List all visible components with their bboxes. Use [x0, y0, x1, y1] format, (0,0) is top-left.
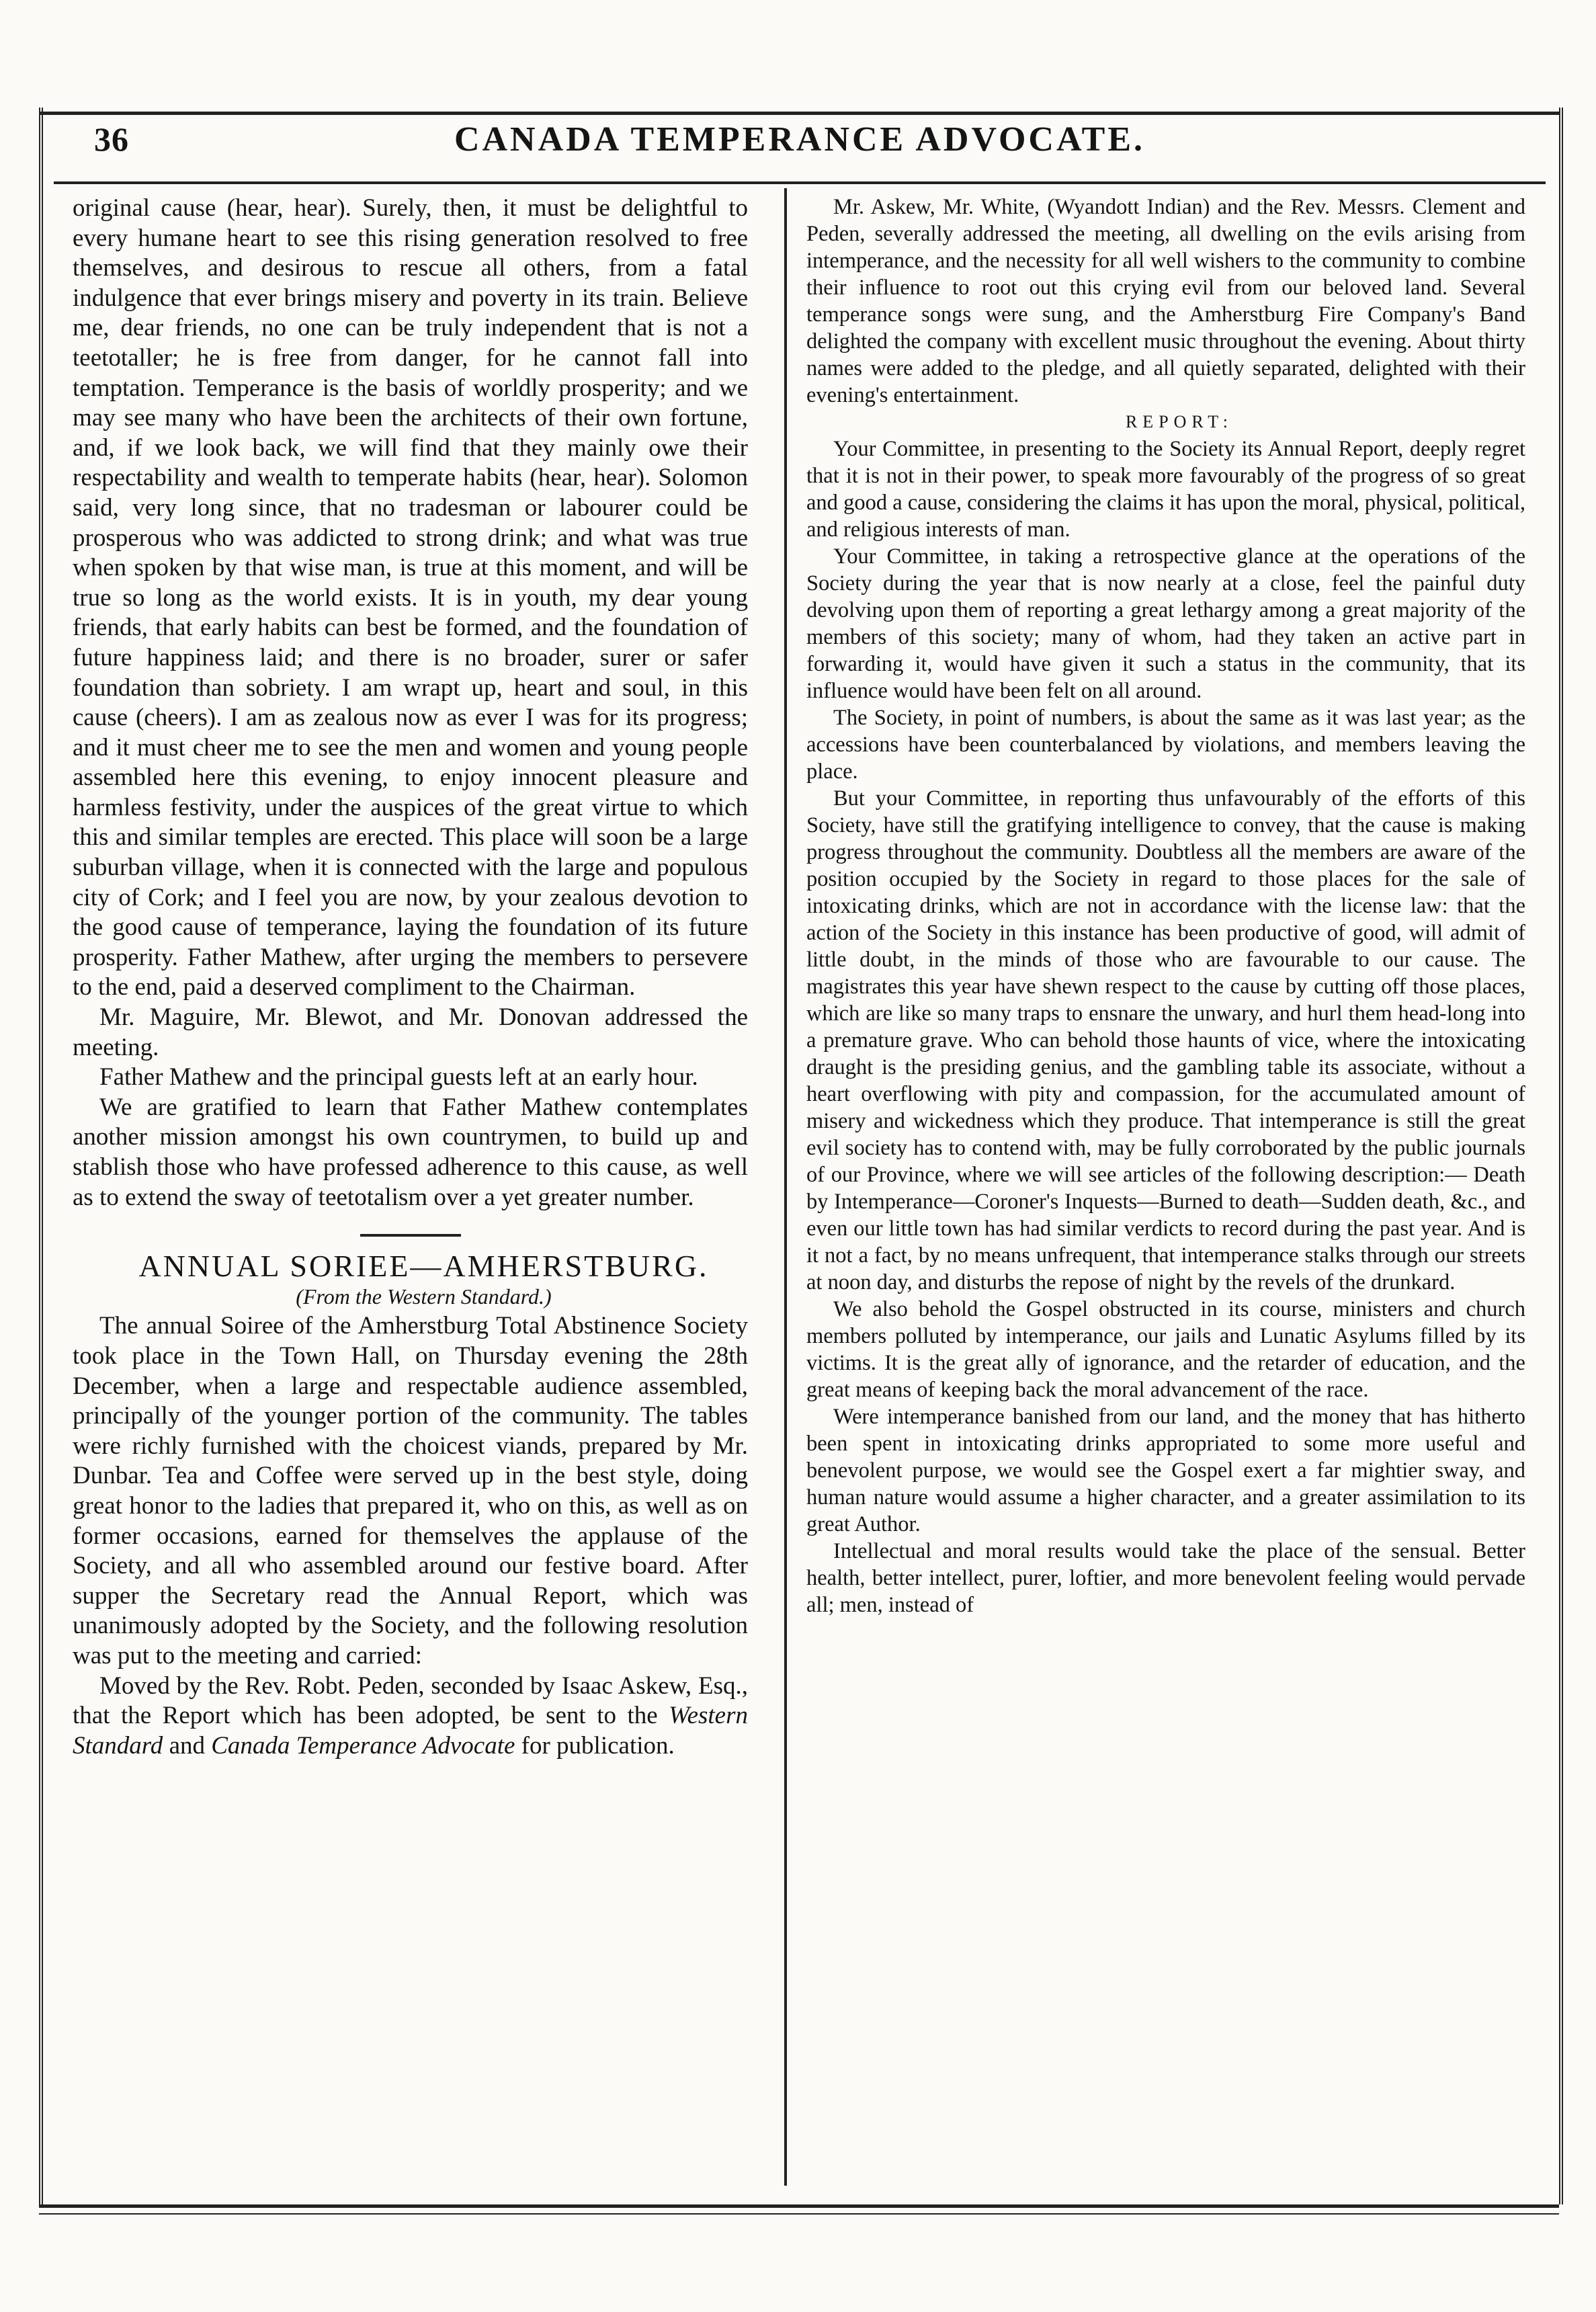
paragraph: Mr. Maguire, Mr. Blewot, and Mr. Donovan addressed the meeting.: [73, 1003, 748, 1061]
paragraph: Mr. Askew, Mr. White, (Wyandott Indian) and the Rev. Messrs. Clement and Peden, severally addressed the meeting, all dwelling on the evils arising from intemperance, and the necessity for all well wishers to the community to combine their influence to root out this crying evil from our beloved land. Several temperance songs were sung, and the Amherstburg Fire Company's Band delighted the company with excellent music throughout the evening. About thirty names were added to the pledge, and all quietly separated, delighted with their evening's entertainment.: [806, 195, 1525, 407]
paragraph: original cause (hear, hear). Surely, then, it must be delightful to every humane heart to see this rising generation resolved to free themselves, and desirous to rescue all others, from a fatal indulgence that ever brings misery and poverty in its train. Believe me, dear friends, no one can be truly independent that is not a teetotaller; he is free from danger, for he cannot fall into temptation. Temperance is the basis of worldly prosperity; and we may see many who have been the architects of their own fortune, and, if we look back, we will find that they mainly owe their respectability and wealth to temperate habits (hear, hear). Solomon said, very long since, that no tradesman or labourer could be prosperous who was addicted to strong drink; and what was true when spoken by that wise man, is true at this moment, and will be true so long as the world exists. It is in youth, my dear young friends, that early habits can best be formed, and the foundation of future happiness laid; and there is no broader, surer or safer foundation than sobriety. I am wrapt up, heart and soul, in this cause (cheers). I am as zealous now as ever I was for its progress; and it must cheer me to see the men and women and young people assembled here this evening, to enjoy innocent pleasure and harmless festivity, under the auspices of the great virtue to which this and similar temples are erected. This place will soon be a large suburban village, when it is connected with the large and populous city of Cork; and I feel you are now, by your zealous devotion to the good cause of temperance, laying the foundation of its future prosperity. Father Mathew, after urging the members to persevere to the end, paid a deserved compliment to the Chairman.: [73, 194, 748, 1001]
running-title: CANADA TEMPERANCE ADVOCATE.: [454, 120, 1146, 159]
section-divider: [360, 1234, 461, 1237]
paragraph: The annual Soiree of the Amherstburg Total Abstinence Society took place in the Town Hall, on Thursday evening the 28th December, when a large and respectable audience assembled, principally of the younger portion of the community. The tables were richly furnished with the choicest viands, prepared by Mr. Dunbar. Tea and Coffee were served up in the best style, doing great honor to the ladies that prepared it, who on this, as well as on former occasions, earned for themselves the applause of the Society, and all who assembled around our festive board. After supper the Secretary read the Annual Report, which was unanimously adopted by the Society, and the following resolution was put to the meeting and carried:: [73, 1312, 748, 1669]
newspaper-title: Canada Temperance Advocate: [211, 1731, 515, 1760]
section-heading: ANNUAL SORIEE—AMHERSTBURG.: [138, 1249, 709, 1284]
page-header: [54, 114, 1546, 184]
paragraph: Intellectual and moral results would take the place of the sensual. Better health, better intellect, purer, loftier, and more benevolent feeling would pervade all; men, instead of: [806, 1539, 1525, 1617]
paragraph: Were intemperance banished from our land, and the money that has hitherto been spent in intoxicating drinks appropriated to some more useful and benevolent purpose, we would see the Gospel exert a far mightier sway, and human nature would assume a higher character, and a greater assimilation to its great Author.: [806, 1405, 1525, 1536]
paragraph: We are gratified to learn that Father Mathew contemplates another mission amongst his own countrymen, to build up and stablish those who have professed adherence to this cause, as well as to extend the sway of teetotalism over a yet greater number.: [73, 1093, 748, 1211]
motion-paragraph: [73, 1671, 748, 1762]
column-divider: [784, 188, 787, 2186]
paragraph: The Society, in point of numbers, is about the same as it was last year; as the accessions have been counterbalanced by violations, and members leaving the place.: [806, 706, 1525, 784]
paragraph: Your Committee, in presenting to the Society its Annual Report, deeply regret that it is not in their power, to speak more favourably of the progress of so great and good a cause, considering the claims it has upon the moral, physical, political, and religious interests of man.: [806, 437, 1525, 542]
paragraph: We also behold the Gospel obstructed in its course, ministers and church members polluted by intemperance, our jails and Lunatic Asylums filled by its victims. It is the great ally of ignorance, and the retarder of education, and the great means of keeping back the moral advancement of the race.: [806, 1297, 1525, 1402]
paragraph: But your Committee, in reporting thus unfavourably of the efforts of this Society, have still the gratifying intelligence to convey, that the cause is making progress throughout the community. Doubtless all the members are aware of the position occupied by the Society in regard to those places for the sale of intoxicating drinks, which are not in accordance with the license law: that the action of the Society in this instance has been productive of good, will admit of little doubt, in the minds of those who are favourable to our cause. The magistrates this year have shewn respect to the cause by cutting off those places, which are like so many traps to ensnare the unwary, and hurl them head-long into a premature grave. Who can behold those haunts of vice, where the intoxicating draught is the presiding genius, and the gambling table its associate, without a heart overflowing with pity and compassion, for the accumulated amount of misery and wickedness which they produce. That intemperance is still the great evil society has to contend with, may be fully corroborated by the public journals of our Province, where we will see articles of the following description:— Death by Intemperance—Coroner's Inquests—Burned to death—Sudden death, &c., and even our little town has had similar verdicts to record during the past year. And is it not a fact, by no means unfrequent, that intemperance stalks through our streets at noon day, and disturbs the repose of night by the revels of the drunkard.: [806, 786, 1525, 1294]
right-column: [806, 194, 1525, 2183]
newspaper-title: Western Standard: [73, 1702, 748, 1760]
report-heading: REPORT:: [1125, 412, 1234, 431]
left-column: [73, 194, 748, 2183]
paragraph: Father Mathew and the principal guests left at an early hour.: [99, 1063, 698, 1091]
bottom-rule: [39, 2204, 1559, 2215]
motion-text: Moved by the Rev. Robt. Peden, seconded by Isaac Askew, Esq., that the Report which has been adopted, be sent to the: [73, 1671, 748, 1730]
motion-text: and: [163, 1731, 212, 1760]
paragraph: Your Committee, in taking a retrospective glance at the operations of the Society during the year that is now nearly at a close, feel the painful duty devolving upon them of reporting a great lethargy among a great majority of the members of this society; many of whom, had they taken an active part in forwarding it, would have given it such a status in the community, that its influence would have been felt on all around.: [806, 544, 1525, 703]
source-note: (From the Western Standard.): [296, 1284, 552, 1309]
motion-text: for publication.: [515, 1731, 675, 1760]
page-number: 36: [94, 120, 129, 158]
